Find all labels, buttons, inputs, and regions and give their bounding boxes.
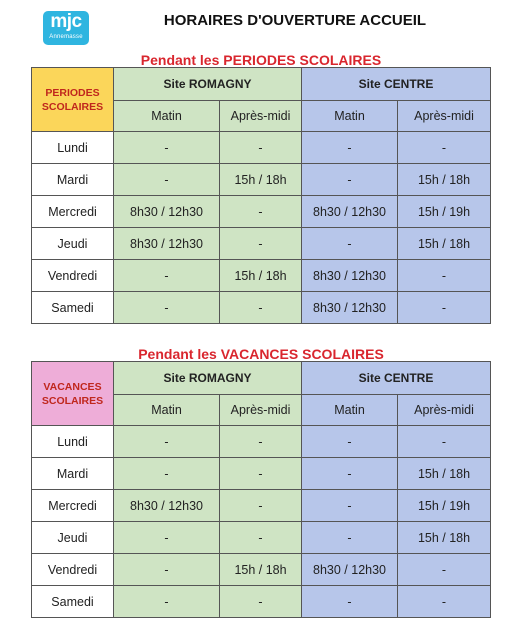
schedule-cell: - (398, 426, 491, 458)
romagny-apres-midi-header: Après-midi (220, 395, 302, 426)
schedule-cell: - (302, 132, 398, 164)
section-title-periodes: Pendant les PERIODES SCOLAIRES (140, 52, 382, 68)
schedule-cell: - (220, 228, 302, 260)
schedule-cell: 15h / 18h (398, 164, 491, 196)
schedule-cell: 8h30 / 12h30 (302, 554, 398, 586)
schedule-cell: - (114, 426, 220, 458)
corner-line-2: SCOLAIRES (41, 394, 104, 407)
schedule-cell: - (398, 292, 491, 324)
table-row (32, 490, 491, 522)
schedule-cell: - (114, 586, 220, 618)
table-row (32, 458, 491, 490)
schedule-cell: 15h / 18h (398, 522, 491, 554)
table-row (32, 426, 491, 458)
schedule-cell: 8h30 / 12h30 (114, 228, 220, 260)
schedule-cell: - (220, 292, 302, 324)
centre-apres-midi-header: Après-midi (398, 395, 491, 426)
table-row (32, 132, 491, 164)
table-row (32, 586, 491, 618)
site-centre-header: Site CENTRE (302, 362, 491, 395)
schedule-cell: 8h30 / 12h30 (114, 490, 220, 522)
schedule-cell: 8h30 / 12h30 (302, 292, 398, 324)
schedule-cell: - (398, 260, 491, 292)
day-label: Samedi (32, 292, 114, 324)
schedule-cell: - (398, 586, 491, 618)
schedule-cell: - (302, 490, 398, 522)
schedule-cell: - (220, 196, 302, 228)
day-label: Lundi (32, 132, 114, 164)
logo-text: mjc (50, 11, 82, 32)
schedule-cell: - (302, 458, 398, 490)
schedule-cell: - (220, 490, 302, 522)
mjc-logo (43, 11, 89, 45)
day-label: Jeudi (32, 228, 114, 260)
schedule-cell: 15h / 19h (398, 196, 491, 228)
schedule-cell: - (114, 164, 220, 196)
schedule-table-vacances (31, 361, 491, 618)
table-row (32, 292, 491, 324)
table-row (32, 228, 491, 260)
table-row (32, 260, 491, 292)
centre-apres-midi-header: Après-midi (398, 101, 491, 132)
site-centre-header: Site CENTRE (302, 68, 491, 101)
table-row (32, 554, 491, 586)
schedule-table-periodes (31, 67, 491, 324)
schedule-cell: 15h / 18h (220, 164, 302, 196)
schedule-cell: - (114, 522, 220, 554)
day-label: Vendredi (32, 554, 114, 586)
table-corner-label (32, 362, 114, 426)
page-title: HORAIRES D'OUVERTURE ACCUEIL (163, 12, 427, 29)
corner-line-1: PERIODES (45, 86, 100, 99)
section-title-vacances: Pendant les VACANCES SCOLAIRES (138, 346, 384, 362)
corner-line-2: SCOLAIRES (41, 100, 104, 113)
day-label: Mercredi (32, 490, 114, 522)
centre-matin-header: Matin (302, 101, 398, 132)
day-label: Mercredi (32, 196, 114, 228)
schedule-cell: - (302, 522, 398, 554)
schedule-cell: - (220, 426, 302, 458)
schedule-cell: - (220, 586, 302, 618)
day-label: Jeudi (32, 522, 114, 554)
day-label: Samedi (32, 586, 114, 618)
day-label: Mardi (32, 458, 114, 490)
centre-matin-header: Matin (302, 395, 398, 426)
romagny-matin-header: Matin (114, 395, 220, 426)
table-row (32, 164, 491, 196)
logo-subtext: Annemasse (49, 34, 83, 40)
schedule-cell: - (398, 554, 491, 586)
day-label: Mardi (32, 164, 114, 196)
schedule-cell: - (114, 458, 220, 490)
day-label: Lundi (32, 426, 114, 458)
schedule-cell: 15h / 18h (398, 228, 491, 260)
schedule-cell: 15h / 18h (398, 458, 491, 490)
schedule-cell: - (398, 132, 491, 164)
schedule-cell: - (302, 426, 398, 458)
schedule-cell: - (114, 554, 220, 586)
table-row (32, 196, 491, 228)
schedule-cell: 8h30 / 12h30 (302, 196, 398, 228)
schedule-cell: - (302, 164, 398, 196)
schedule-cell: - (220, 132, 302, 164)
schedule-cell: 15h / 18h (220, 260, 302, 292)
romagny-matin-header: Matin (114, 101, 220, 132)
schedule-cell: - (302, 586, 398, 618)
schedule-cell: - (114, 292, 220, 324)
schedule-cell: - (114, 132, 220, 164)
schedule-cell: - (220, 522, 302, 554)
table-corner-label (32, 68, 114, 132)
site-romagny-header: Site ROMAGNY (114, 362, 302, 395)
schedule-cell: - (114, 260, 220, 292)
romagny-apres-midi-header: Après-midi (220, 101, 302, 132)
schedule-cell: 8h30 / 12h30 (114, 196, 220, 228)
table-row (32, 522, 491, 554)
schedule-cell: - (302, 228, 398, 260)
day-label: Vendredi (32, 260, 114, 292)
schedule-cell: 15h / 19h (398, 490, 491, 522)
schedule-cell: 15h / 18h (220, 554, 302, 586)
schedule-cell: - (220, 458, 302, 490)
site-romagny-header: Site ROMAGNY (114, 68, 302, 101)
corner-line-1: VACANCES (43, 380, 102, 393)
schedule-cell: 8h30 / 12h30 (302, 260, 398, 292)
